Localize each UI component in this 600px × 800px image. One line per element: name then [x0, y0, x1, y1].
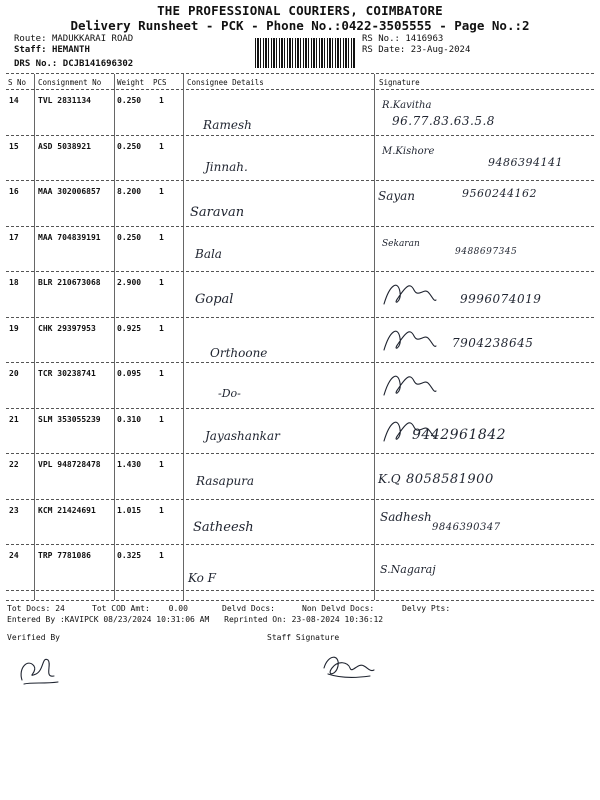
- delvy-pts-label: Delvy Pts:: [402, 604, 451, 613]
- row-pcs: 1: [159, 369, 164, 378]
- row-signature-name: R.Kavitha: [382, 100, 432, 111]
- row-signature-phone: 9996074019: [460, 292, 542, 306]
- row-signature-scribble: [380, 367, 440, 402]
- staff-label: Staff:: [14, 45, 47, 55]
- row-weight: 0.250: [117, 96, 142, 105]
- row-weight: 2.900: [117, 278, 142, 287]
- row-signature-scribble: [380, 322, 440, 357]
- entered-by-value: KAVIPCK 08/23/2024 10:31:06 AM: [64, 615, 210, 624]
- staff-line: [14, 45, 90, 55]
- row-weight: 1.015: [117, 505, 142, 515]
- row-consignment: CHK 29397953: [38, 323, 96, 333]
- page-subtitle: Delivery Runsheet - PCK - Phone No.:0422-3505555 - Page No.:2: [70, 18, 530, 33]
- row-weight: 0.095: [117, 369, 142, 378]
- row-signature-phone: 96.77.83.63.5.8: [392, 114, 495, 128]
- row-signature-name: M.Kishore: [382, 145, 435, 157]
- row-consignment: TCR 30238741: [38, 369, 96, 378]
- tot-cod-label: Tot COD Amt:: [92, 604, 150, 613]
- row-consignee: Bala: [195, 246, 222, 261]
- barcode-image: [255, 38, 355, 68]
- row-separator: [6, 453, 594, 454]
- table-top-rule: [6, 73, 594, 74]
- non-delvd-docs-label: Non Delvd Docs:: [302, 604, 375, 613]
- rs-no-value: 1416963: [405, 34, 444, 44]
- row-weight: 1.430: [117, 460, 142, 469]
- tot-cod-value: 0.00: [168, 604, 188, 613]
- row-separator: [6, 499, 594, 500]
- row-signature-name: S.Nagaraj: [380, 563, 436, 576]
- row-pcs: 1: [159, 460, 164, 469]
- row-pcs: 1: [159, 278, 164, 287]
- rs-date-label: RS Date:: [362, 45, 406, 55]
- row-consignment: KCM 21424691: [38, 505, 96, 515]
- rs-date-value: 23-Aug-2024: [410, 45, 471, 55]
- row-sno: 21: [9, 414, 19, 424]
- staff-signature-image: [318, 648, 378, 683]
- col-consignment: Consignment No: [38, 78, 102, 87]
- row-pcs: 1: [159, 551, 164, 560]
- row-separator: [6, 180, 594, 181]
- row-sno: 19: [9, 323, 19, 333]
- col-signature: Signature: [379, 78, 420, 87]
- col-divider: [183, 74, 184, 600]
- tot-docs: [7, 604, 65, 613]
- col-consignee: Consignee Details: [187, 78, 264, 87]
- row-weight: 0.250: [117, 141, 142, 151]
- row-weight: 0.250: [117, 232, 142, 242]
- entered-by: [7, 615, 383, 624]
- row-consignment: ASD 5038921: [38, 141, 91, 151]
- row-pcs: 1: [159, 505, 164, 515]
- row-separator: [6, 544, 594, 545]
- col-pcs: PCS: [153, 78, 167, 87]
- tot-docs-value: 24: [55, 604, 65, 613]
- row-consignee: Rasapura: [196, 474, 255, 488]
- row-separator: [6, 226, 594, 227]
- row-separator: [6, 590, 594, 591]
- row-separator: [6, 271, 594, 272]
- row-pcs: 1: [159, 232, 164, 242]
- row-pcs: 1: [159, 414, 164, 424]
- row-consignee: Ramesh: [203, 118, 252, 132]
- page-title: THE PROFESSIONAL COURIERS, COIMBATORE: [157, 3, 443, 18]
- row-consignee: -Do-: [218, 387, 241, 400]
- route-line: [14, 34, 133, 44]
- row-pcs: 1: [159, 141, 164, 151]
- row-weight: 0.310: [117, 414, 142, 424]
- row-consignee: Gopal: [195, 292, 234, 307]
- row-consignment: SLM 353055239: [38, 414, 101, 424]
- entered-by-label: Entered By :: [7, 615, 65, 624]
- row-pcs: 1: [159, 96, 164, 105]
- rs-no-label: RS No.:: [362, 34, 400, 44]
- row-signature-phone: 9486394141: [488, 155, 563, 169]
- row-consignment: TVL 2831134: [38, 96, 91, 105]
- table-header-rule: [6, 89, 594, 90]
- row-sno: 22: [9, 460, 19, 469]
- row-sno: 16: [9, 187, 19, 196]
- row-separator: [6, 408, 594, 409]
- col-weight: Weight: [117, 78, 145, 87]
- row-signature-name: Sadhesh: [380, 509, 432, 524]
- row-signature-scribble: [380, 413, 440, 448]
- row-sno: 20: [9, 369, 19, 378]
- row-sno: 18: [9, 278, 19, 287]
- row-separator: [6, 317, 594, 318]
- row-signature-phone: 9488697345: [455, 246, 518, 257]
- row-signature-scribble: [380, 276, 440, 311]
- row-sno: 15: [9, 141, 19, 151]
- row-consignment: MAA 302006857: [38, 187, 101, 196]
- row-sno: 23: [9, 505, 19, 515]
- row-signature-phone: 9442961842: [412, 426, 507, 443]
- row-weight: 0.325: [117, 551, 142, 560]
- row-consignment: MAA 704839191: [38, 232, 101, 242]
- route-label: Route:: [14, 34, 47, 44]
- row-sno: 14: [9, 96, 19, 105]
- row-consignee: Saravan: [190, 205, 245, 220]
- delvd-docs-label: Delvd Docs:: [222, 604, 275, 613]
- row-signature-phone: 9560244162: [462, 187, 537, 200]
- row-sno: 24: [9, 551, 19, 560]
- row-pcs: 1: [159, 187, 164, 196]
- tot-cod: [92, 604, 188, 613]
- row-consignment: BLR 210673068: [38, 278, 101, 287]
- row-consignee: Jayashankar: [205, 428, 280, 443]
- col-sno: S No: [8, 78, 27, 87]
- row-signature-phone: 8058581900: [406, 472, 494, 487]
- tot-docs-label: Tot Docs:: [7, 604, 51, 613]
- row-separator: [6, 135, 594, 136]
- row-consignment: TRP 7781086: [38, 551, 91, 560]
- reprinted-value: 23-08-2024 10:36:12: [291, 615, 384, 624]
- row-consignment: VPL 948728478: [38, 460, 101, 469]
- row-consignee: Ko F: [188, 571, 217, 585]
- col-divider: [34, 74, 35, 600]
- staff-signature-label: Staff Signature: [267, 633, 340, 642]
- row-pcs: 1: [159, 323, 164, 333]
- row-consignee: Orthoone: [210, 345, 268, 360]
- row-signature-name: Sayan: [378, 189, 416, 203]
- row-signature-name: Sekaran: [382, 238, 420, 249]
- row-sno: 17: [9, 232, 19, 242]
- drs-line: [14, 59, 133, 69]
- staff-value: HEMANTH: [51, 45, 90, 55]
- row-consignee: Jinnah.: [205, 159, 248, 174]
- drs-label: DRS No.:: [14, 59, 58, 69]
- route-value: MADUKKARAI ROAD: [51, 34, 134, 44]
- row-signature-phone: 9846390347: [432, 521, 501, 533]
- row-separator: [6, 362, 594, 363]
- footer-rule: [6, 600, 594, 601]
- rs-date-line: [362, 45, 470, 55]
- rs-no-line: [362, 34, 443, 44]
- row-signature-phone: 7904238645: [452, 335, 534, 350]
- verified-by-label: Verified By: [7, 633, 60, 642]
- col-divider: [114, 74, 115, 600]
- reprinted-label: Reprinted On:: [224, 615, 287, 624]
- row-signature-name: K.Q: [378, 472, 401, 486]
- row-weight: 8.200: [117, 187, 142, 196]
- drs-value: DCJB141696302: [62, 59, 134, 69]
- row-consignee: Satheesh: [193, 519, 254, 535]
- verified-signature-image: [14, 648, 64, 688]
- col-divider: [374, 74, 375, 600]
- row-weight: 0.925: [117, 323, 142, 333]
